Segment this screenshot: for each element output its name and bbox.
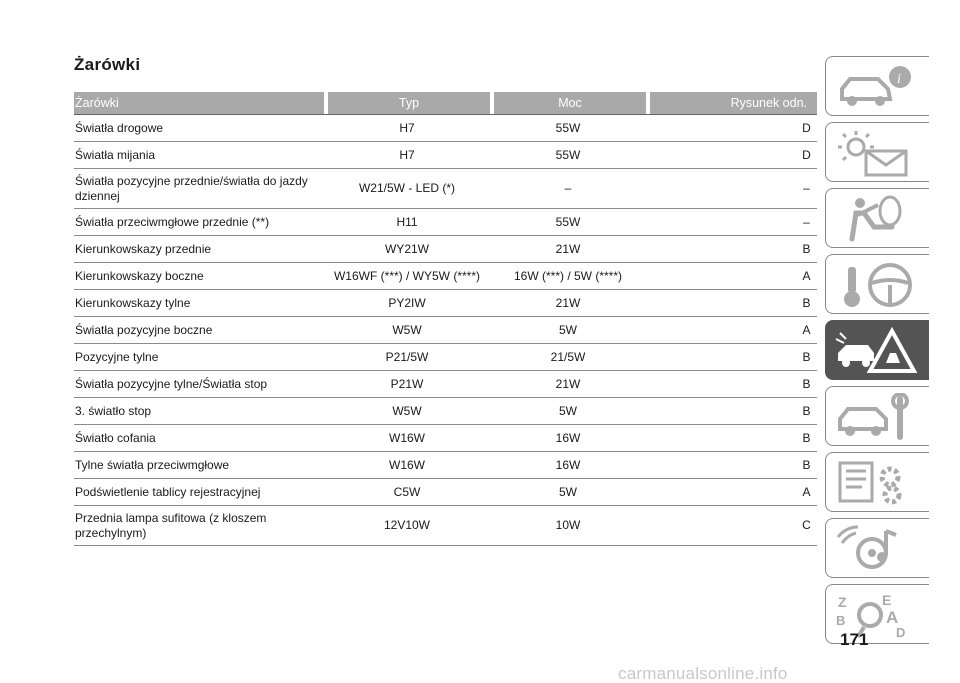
svg-text:i: i xyxy=(897,72,901,87)
table-row xyxy=(74,317,817,344)
power-cell: 16W (***) / 5W (****) xyxy=(513,268,623,283)
power-cell: – xyxy=(564,181,572,195)
figure-ref-cell: B xyxy=(802,430,811,445)
power-cell: 55W xyxy=(555,214,581,229)
table-header xyxy=(74,92,817,114)
power-cell: 10W xyxy=(555,518,581,532)
table-row xyxy=(74,398,817,425)
dashboard-lights-icon xyxy=(834,129,918,177)
type-cell: PY2IW xyxy=(388,295,426,310)
type-cell: W16W xyxy=(389,430,425,445)
table-row xyxy=(74,452,817,479)
power-cell: 16W xyxy=(555,457,581,472)
chapter-sidebar xyxy=(825,56,929,650)
figure-ref-cell: – xyxy=(803,214,810,229)
table-row xyxy=(74,506,817,546)
table-row xyxy=(74,425,817,452)
table-row xyxy=(74,115,817,142)
table-row xyxy=(74,263,817,290)
figure-ref-cell: C xyxy=(802,518,811,532)
bulb-name-cell: Światła pozycyjne przednie/światła do jazdy dziennej xyxy=(75,173,308,203)
svg-text:D: D xyxy=(896,625,906,639)
power-cell: 55W xyxy=(555,120,581,135)
tab-specs-gear[interactable] xyxy=(825,452,929,512)
tab-multimedia[interactable] xyxy=(825,518,929,578)
bulb-name-cell: Podświetlenie tablicy rejestracyjnej xyxy=(75,484,261,499)
table-row xyxy=(74,290,817,317)
tab-car-info[interactable] xyxy=(825,56,929,116)
car-wrench-icon xyxy=(834,393,918,441)
car-warning-icon xyxy=(834,327,918,375)
svg-text:E: E xyxy=(882,592,892,608)
power-cell: 21W xyxy=(555,376,581,391)
airbag-seat-icon xyxy=(834,195,918,243)
type-cell: H7 xyxy=(399,147,415,162)
type-cell: C5W xyxy=(393,484,421,499)
page-number: 171 xyxy=(840,630,869,649)
power-cell: 5W xyxy=(559,484,577,499)
bulb-name-cell: Światła pozycyjne boczne xyxy=(75,322,213,337)
steering-key-icon xyxy=(834,261,918,309)
figure-ref-cell: D xyxy=(802,147,811,162)
specs-gear-icon xyxy=(834,459,918,507)
type-cell: W5W xyxy=(392,403,422,418)
type-cell: P21W xyxy=(390,376,424,391)
tab-car-warning[interactable] xyxy=(825,320,929,380)
figure-ref-cell: B xyxy=(802,349,811,364)
page-title: Żarówki xyxy=(74,55,141,74)
bulb-name-cell: 3. światło stop xyxy=(75,403,152,418)
table-row xyxy=(74,209,817,236)
svg-text:A: A xyxy=(886,608,899,627)
table-row xyxy=(74,371,817,398)
bulb-name-cell: Światło cofania xyxy=(75,430,156,445)
power-cell: 21W xyxy=(555,295,581,310)
figure-ref-cell: B xyxy=(802,376,811,391)
type-cell: WY21W xyxy=(384,241,429,256)
bulb-name-cell: Światła przeciwmgłowe przednie (**) xyxy=(75,214,270,229)
type-cell: H7 xyxy=(399,120,415,135)
tab-car-wrench[interactable] xyxy=(825,386,929,446)
header-figure-ref: Rysunek odn. xyxy=(650,92,817,114)
bulb-name-cell: Tylne światła przeciwmgłowe xyxy=(75,457,230,472)
table-row xyxy=(74,236,817,263)
figure-ref-cell: A xyxy=(802,322,811,337)
bulb-name-cell: Światła pozycyjne tylne/Światła stop xyxy=(75,376,268,391)
type-cell: W16W xyxy=(389,457,425,472)
bulb-name-cell: Światła drogowe xyxy=(75,120,164,135)
header-power: Moc xyxy=(494,92,646,114)
figure-ref-cell: B xyxy=(802,241,811,256)
power-cell: 21/5W xyxy=(550,349,586,364)
table-row xyxy=(74,479,817,506)
power-cell: 21W xyxy=(555,241,581,256)
type-cell: P21/5W xyxy=(385,349,429,364)
type-cell: 12V10W xyxy=(383,518,431,532)
table-row xyxy=(74,169,817,209)
bulb-name-cell: Światła mijania xyxy=(75,147,156,162)
figure-ref-cell: A xyxy=(802,484,811,499)
power-cell: 55W xyxy=(555,147,581,162)
car-info-icon xyxy=(834,63,918,111)
bulbs-table xyxy=(74,92,817,546)
table-row xyxy=(74,344,817,371)
multimedia-icon xyxy=(834,525,918,573)
power-cell: 5W xyxy=(559,403,577,418)
figure-ref-cell: – xyxy=(803,181,810,195)
table-body xyxy=(74,115,817,546)
svg-text:Z: Z xyxy=(838,594,847,610)
bulb-name-cell: Przednia lampa sufitowa (z kloszem przechylnym) xyxy=(75,510,267,540)
tab-steering-key[interactable] xyxy=(825,254,929,314)
bulb-name-cell: Kierunkowskazy boczne xyxy=(75,268,204,283)
figure-ref-cell: A xyxy=(802,268,811,283)
table-row xyxy=(74,142,817,169)
bulb-name-cell: Kierunkowskazy przednie xyxy=(75,241,212,256)
type-cell: H11 xyxy=(396,214,418,229)
header-bulbs: Żarówki xyxy=(74,92,324,114)
tab-airbag-seat[interactable] xyxy=(825,188,929,248)
watermark: carmanualsonline.info xyxy=(618,664,788,683)
bulb-name-cell: Pozycyjne tylne xyxy=(75,349,159,364)
type-cell: W5W xyxy=(392,322,422,337)
bulb-name-cell: Kierunkowskazy tylne xyxy=(75,295,191,310)
figure-ref-cell: B xyxy=(802,403,811,418)
type-cell: W21/5W - LED (*) xyxy=(358,181,455,195)
figure-ref-cell: B xyxy=(802,457,811,472)
tab-dashboard-lights[interactable] xyxy=(825,122,929,182)
power-cell: 5W xyxy=(559,322,577,337)
header-type: Typ xyxy=(328,92,490,114)
figure-ref-cell: D xyxy=(802,120,811,135)
type-cell: W16WF (***) / WY5W (****) xyxy=(333,268,480,283)
power-cell: 16W xyxy=(555,430,581,445)
svg-text:B: B xyxy=(836,613,846,628)
figure-ref-cell: B xyxy=(802,295,811,310)
